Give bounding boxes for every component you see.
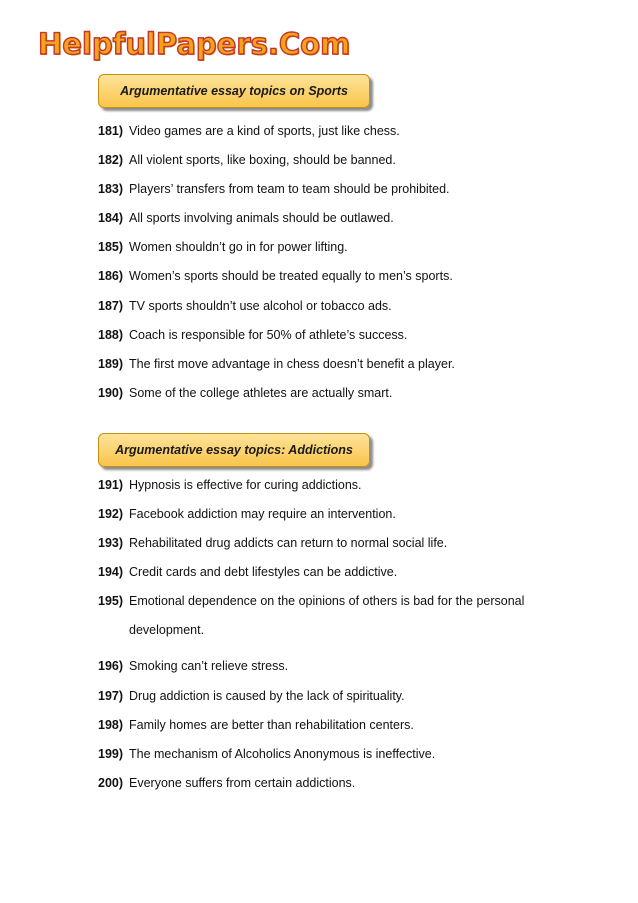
item-number: 199) [98,746,124,761]
item-text: All sports involving animals should be outlawed. [129,211,394,226]
item-text: Rehabilitated drug addicts can return to normal social life. [129,536,448,551]
list-item [98,477,549,493]
item-number: 195) [98,594,124,609]
section-title: Argumentative essay topics on Sports [120,84,348,98]
item-number: 200) [98,775,124,790]
item-text: Hypnosis is effective for curing addictions. [129,478,362,492]
list-item [98,123,455,139]
site-logo: HelpfulPapers.Com [38,27,351,61]
list-item [98,210,455,226]
list-item [98,268,455,284]
list-item [98,327,455,343]
item-text: The first move advantage in chess doesn’t benefit a player. [129,356,455,371]
item-text: TV sports shouldn’t use alcohol or tobacco ads. [129,298,392,313]
item-number: 186) [98,269,124,284]
item-number: 191) [98,478,124,492]
list-item [98,717,549,733]
item-text: Coach is responsible for 50% of athlete’s success. [129,327,408,342]
list-item [98,356,455,372]
list-item [98,506,549,522]
item-number: 183) [98,182,124,197]
list-item [98,239,455,255]
item-text: Drug addiction is caused by the lack of spirituality. [129,688,405,703]
item-number: 193) [98,536,124,551]
item-text: Facebook addiction may require an intervention. [129,507,396,522]
section-title: Argumentative essay topics: Addictions [115,443,353,457]
list-item [98,385,455,401]
list-item [98,152,455,168]
item-text: Women’s sports should be treated equally to men’s sports. [129,269,453,284]
list-item [98,746,549,762]
item-number: 187) [98,298,124,313]
item-number: 184) [98,211,124,226]
item-text: Women shouldn’t go in for power lifting. [129,240,348,255]
item-text: Players’ transfers from team to team should be prohibited. [129,182,450,197]
item-text: Smoking can’t relieve stress. [129,659,289,674]
section-banner-sports [98,74,370,108]
item-text: Emotional dependence on the opinions of others is bad for the personal development. [129,594,525,638]
item-text: Video games are a kind of sports, just like chess. [129,124,400,138]
topic-list-addictions [98,477,549,804]
item-number: 192) [98,507,124,522]
list-item [98,564,549,580]
item-number: 185) [98,240,124,255]
list-item [98,775,549,791]
item-number: 181) [98,124,124,138]
item-text: The mechanism of Alcoholics Anonymous is ineffective. [129,746,436,761]
list-item [98,688,549,704]
item-number: 182) [98,153,124,168]
list-item [98,535,549,551]
list-item [98,298,455,314]
item-number: 197) [98,688,124,703]
section-banner-addictions [98,433,370,467]
item-text: All violent sports, like boxing, should be banned. [129,153,396,168]
item-text: Credit cards and debt lifestyles can be addictive. [129,565,398,580]
item-number: 196) [98,659,124,674]
item-text: Some of the college athletes are actually smart. [129,385,393,400]
item-number: 188) [98,327,124,342]
item-number: 190) [98,385,124,400]
item-number: 198) [98,717,124,732]
item-text: Everyone suffers from certain addictions. [129,775,356,790]
item-text: Family homes are better than rehabilitation centers. [129,717,414,732]
list-item [98,658,549,674]
item-number: 194) [98,565,124,580]
list-item [98,181,455,197]
topic-list-sports [98,123,455,414]
item-number: 189) [98,356,124,371]
list-item [98,593,549,645]
